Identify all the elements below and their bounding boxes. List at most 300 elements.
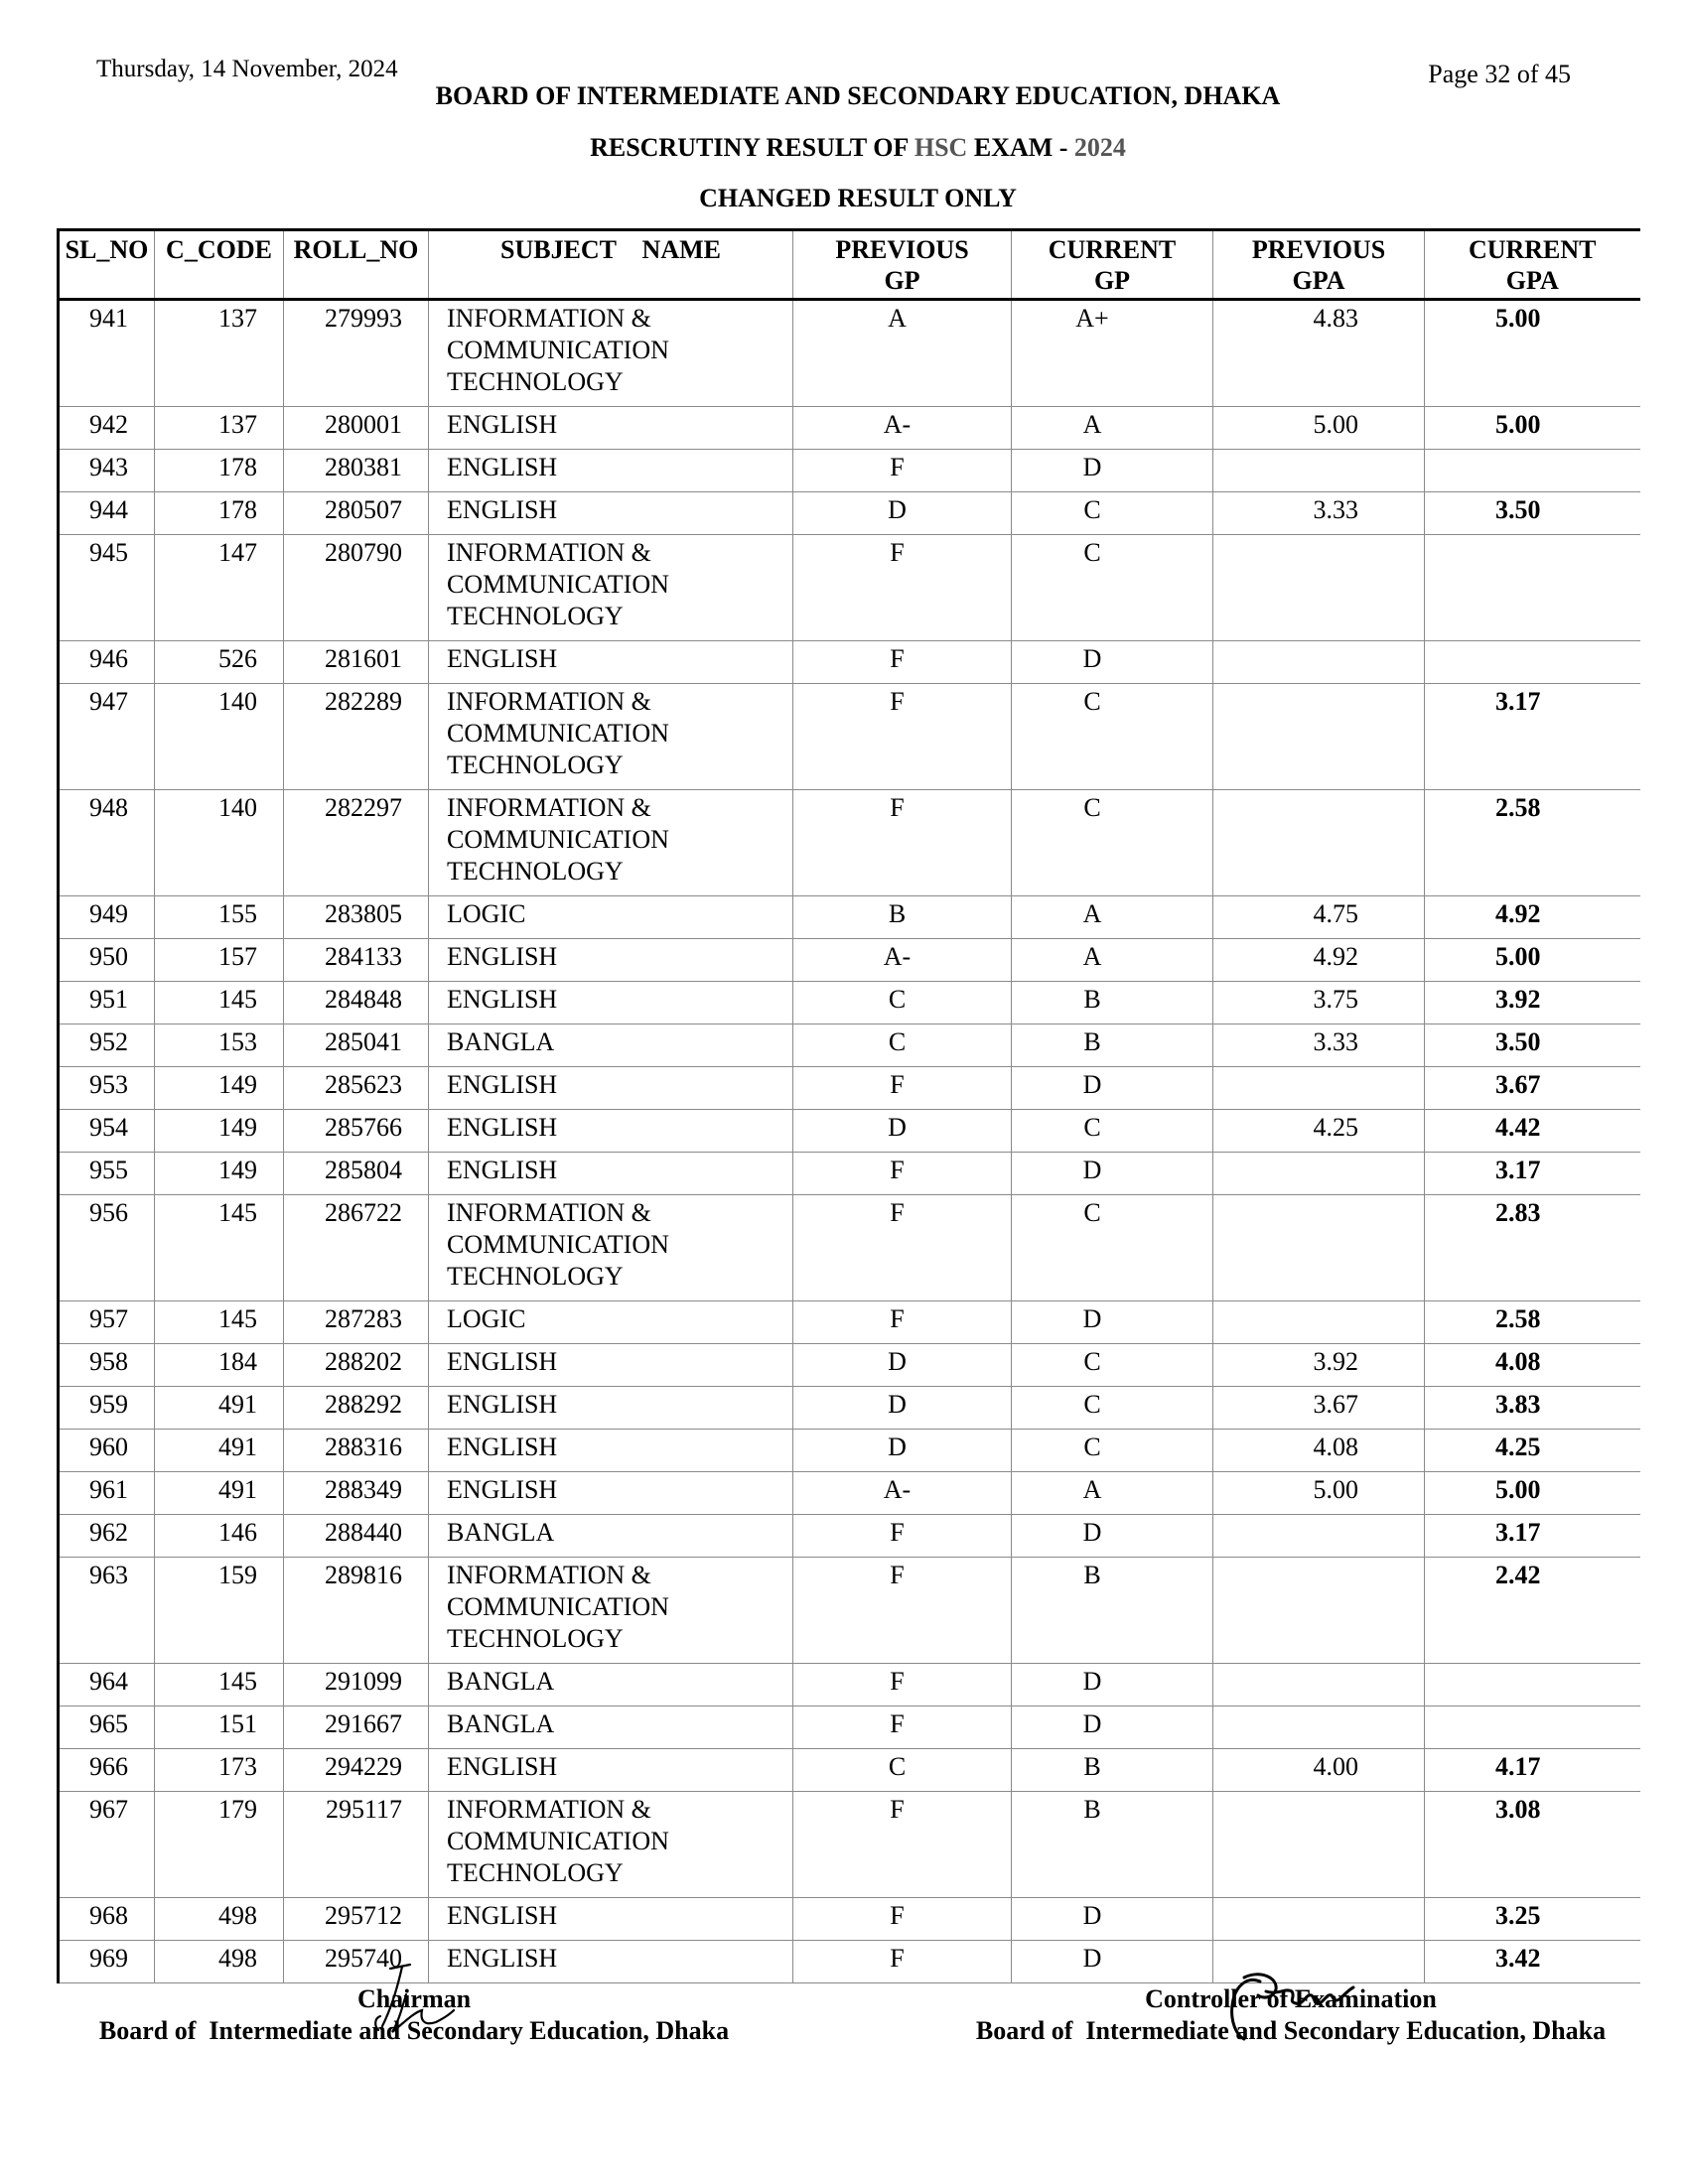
- table-row: [59, 1792, 1640, 1898]
- col-current-gp-line2: GP: [1093, 266, 1131, 295]
- table-row: [59, 1558, 1640, 1664]
- subject-cell: [429, 1558, 793, 1664]
- subject-line: ENGLISH: [447, 1475, 558, 1504]
- col-previous-gpa-line2: GPA: [1292, 266, 1345, 295]
- current-gp-cell: B: [1012, 1024, 1213, 1067]
- previous-gp-cell: F: [793, 790, 1012, 896]
- previous-gp-cell: F: [793, 684, 1012, 790]
- sl-no-cell: 953: [59, 1067, 155, 1110]
- sl-no-cell: 967: [59, 1792, 155, 1898]
- current-gp-cell: C: [1012, 1430, 1213, 1472]
- subject-line: TECHNOLOGY: [447, 602, 624, 630]
- previous-gp-cell: A: [793, 300, 1012, 407]
- c-code-cell: 137: [155, 300, 284, 407]
- subject-cell: [429, 641, 793, 684]
- subject-line: COMMUNICATION: [447, 719, 669, 748]
- previous-gpa-cell: [1213, 535, 1425, 641]
- roll-no-cell: 291667: [284, 1706, 429, 1749]
- subject-line: LOGIC: [447, 1304, 526, 1333]
- previous-gpa-cell: [1213, 684, 1425, 790]
- current-gpa-cell: 3.17: [1425, 1515, 1640, 1558]
- subject-cell: [429, 1749, 793, 1792]
- subject-line: BANGLA: [447, 1027, 555, 1056]
- subject-line: COMMUNICATION: [447, 1230, 669, 1259]
- col-current-gp-line1: CURRENT: [1048, 235, 1177, 264]
- subject-cell: [429, 492, 793, 535]
- previous-gpa-cell: 5.00: [1213, 407, 1425, 450]
- current-gpa-cell: 3.25: [1425, 1898, 1640, 1941]
- previous-gpa-cell: [1213, 1195, 1425, 1301]
- roll-no-cell: 284848: [284, 982, 429, 1024]
- c-code-cell: 491: [155, 1472, 284, 1515]
- col-roll-no: ROLL_NO: [284, 230, 429, 300]
- chairman-org: Board of Intermediate and Secondary Education, Dhaka: [98, 2016, 730, 2045]
- c-code-cell: 140: [155, 790, 284, 896]
- current-gp-cell: C: [1012, 1344, 1213, 1387]
- col-sl-no: SL_NO: [59, 230, 155, 300]
- sl-no-cell: 943: [59, 450, 155, 492]
- c-code-cell: 145: [155, 982, 284, 1024]
- sl-no-cell: 954: [59, 1110, 155, 1153]
- sl-no-cell: 968: [59, 1898, 155, 1941]
- table-row: [59, 1941, 1640, 1983]
- previous-gp-cell: D: [793, 1344, 1012, 1387]
- sl-no-cell: 949: [59, 896, 155, 939]
- previous-gpa-cell: [1213, 1792, 1425, 1898]
- previous-gpa-cell: 4.75: [1213, 896, 1425, 939]
- subject-cell: [429, 1472, 793, 1515]
- current-gpa-cell: 4.25: [1425, 1430, 1640, 1472]
- table-row: [59, 407, 1640, 450]
- previous-gpa-cell: 4.00: [1213, 1749, 1425, 1792]
- previous-gpa-cell: 4.08: [1213, 1430, 1425, 1472]
- current-gp-cell: D: [1012, 1941, 1213, 1983]
- table-row: [59, 1749, 1640, 1792]
- subtitle-year: 2024: [1073, 133, 1126, 162]
- report-subtitle: [0, 133, 1688, 163]
- table-row: [59, 1664, 1640, 1706]
- subject-cell: [429, 1195, 793, 1301]
- roll-no-cell: 280790: [284, 535, 429, 641]
- subtitle-prefix: RESCRUTINY RESULT OF: [590, 133, 909, 162]
- table-row: [59, 684, 1640, 790]
- c-code-cell: 151: [155, 1706, 284, 1749]
- subject-cell: [429, 1664, 793, 1706]
- current-gpa-cell: 5.00: [1425, 407, 1640, 450]
- roll-no-cell: 287283: [284, 1301, 429, 1344]
- sl-no-cell: 959: [59, 1387, 155, 1430]
- previous-gp-cell: F: [793, 1067, 1012, 1110]
- c-code-cell: 145: [155, 1195, 284, 1301]
- current-gpa-cell: 2.58: [1425, 790, 1640, 896]
- previous-gp-cell: F: [793, 1195, 1012, 1301]
- c-code-cell: 155: [155, 896, 284, 939]
- current-gpa-cell: 4.92: [1425, 896, 1640, 939]
- current-gp-cell: C: [1012, 492, 1213, 535]
- c-code-cell: 179: [155, 1792, 284, 1898]
- previous-gp-cell: D: [793, 1110, 1012, 1153]
- current-gp-cell: D: [1012, 1067, 1213, 1110]
- subtitle-middle: EXAM -: [973, 133, 1068, 162]
- current-gp-cell: C: [1012, 684, 1213, 790]
- subject-cell: [429, 300, 793, 407]
- subject-cell: [429, 1110, 793, 1153]
- current-gpa-cell: [1425, 535, 1640, 641]
- table-row: [59, 939, 1640, 982]
- sl-no-cell: 947: [59, 684, 155, 790]
- current-gpa-cell: 3.42: [1425, 1941, 1640, 1983]
- sl-no-cell: 948: [59, 790, 155, 896]
- subject-cell: [429, 1941, 793, 1983]
- c-code-cell: 159: [155, 1558, 284, 1664]
- subject-cell: [429, 535, 793, 641]
- roll-no-cell: 280507: [284, 492, 429, 535]
- current-gpa-cell: 3.17: [1425, 684, 1640, 790]
- table-row: [59, 1195, 1640, 1301]
- previous-gpa-cell: 3.92: [1213, 1344, 1425, 1387]
- table-row: [59, 1024, 1640, 1067]
- roll-no-cell: 288349: [284, 1472, 429, 1515]
- previous-gpa-cell: 3.33: [1213, 1024, 1425, 1067]
- c-code-cell: 157: [155, 939, 284, 982]
- subject-cell: [429, 1430, 793, 1472]
- sl-no-cell: 961: [59, 1472, 155, 1515]
- c-code-cell: 498: [155, 1941, 284, 1983]
- previous-gp-cell: F: [793, 1792, 1012, 1898]
- current-gp-cell: A: [1012, 1472, 1213, 1515]
- current-gp-cell: D: [1012, 1515, 1213, 1558]
- sl-no-cell: 966: [59, 1749, 155, 1792]
- roll-no-cell: 283805: [284, 896, 429, 939]
- previous-gpa-cell: 5.00: [1213, 1472, 1425, 1515]
- roll-no-cell: 288292: [284, 1387, 429, 1430]
- previous-gp-cell: A-: [793, 1472, 1012, 1515]
- c-code-cell: 145: [155, 1301, 284, 1344]
- sl-no-cell: 941: [59, 300, 155, 407]
- sl-no-cell: 951: [59, 982, 155, 1024]
- previous-gpa-cell: [1213, 641, 1425, 684]
- c-code-cell: 137: [155, 407, 284, 450]
- sl-no-cell: 950: [59, 939, 155, 982]
- c-code-cell: 491: [155, 1387, 284, 1430]
- current-gp-cell: D: [1012, 641, 1213, 684]
- previous-gpa-cell: [1213, 1153, 1425, 1195]
- previous-gp-cell: A-: [793, 939, 1012, 982]
- previous-gpa-cell: 3.75: [1213, 982, 1425, 1024]
- c-code-cell: 173: [155, 1749, 284, 1792]
- current-gpa-cell: 2.58: [1425, 1301, 1640, 1344]
- current-gp-cell: B: [1012, 982, 1213, 1024]
- roll-no-cell: 289816: [284, 1558, 429, 1664]
- previous-gp-cell: B: [793, 896, 1012, 939]
- c-code-cell: 149: [155, 1153, 284, 1195]
- subject-line: COMMUNICATION: [447, 336, 669, 364]
- subject-line: INFORMATION &: [447, 793, 651, 822]
- subject-cell: [429, 896, 793, 939]
- previous-gp-cell: F: [793, 1515, 1012, 1558]
- current-gp-cell: D: [1012, 1153, 1213, 1195]
- previous-gp-cell: D: [793, 1430, 1012, 1472]
- table-row: [59, 535, 1640, 641]
- col-previous-gp-line1: PREVIOUS: [835, 235, 969, 264]
- c-code-cell: 149: [155, 1110, 284, 1153]
- previous-gp-cell: C: [793, 1024, 1012, 1067]
- roll-no-cell: 285766: [284, 1110, 429, 1153]
- subject-line: ENGLISH: [447, 644, 558, 673]
- previous-gpa-cell: [1213, 1558, 1425, 1664]
- previous-gpa-cell: [1213, 1706, 1425, 1749]
- col-current-gpa-line2: GPA: [1505, 266, 1559, 295]
- sl-no-cell: 969: [59, 1941, 155, 1983]
- results-table-body: [59, 300, 1640, 1983]
- roll-no-cell: 288202: [284, 1344, 429, 1387]
- previous-gpa-cell: [1213, 1515, 1425, 1558]
- subject-line: INFORMATION &: [447, 304, 651, 333]
- c-code-cell: 140: [155, 684, 284, 790]
- chairman-signature-block: [57, 1983, 772, 2047]
- chairman-title: Chairman: [356, 1984, 472, 2013]
- subject-line: TECHNOLOGY: [447, 1262, 624, 1291]
- roll-no-cell: 286722: [284, 1195, 429, 1301]
- table-row: [59, 1898, 1640, 1941]
- c-code-cell: 491: [155, 1430, 284, 1472]
- sl-no-cell: 956: [59, 1195, 155, 1301]
- previous-gpa-cell: [1213, 1898, 1425, 1941]
- previous-gp-cell: F: [793, 1898, 1012, 1941]
- roll-no-cell: 295117: [284, 1792, 429, 1898]
- changed-result-heading: CHANGED RESULT ONLY: [699, 184, 1017, 212]
- current-gpa-cell: 4.08: [1425, 1344, 1640, 1387]
- board-title: BOARD OF INTERMEDIATE AND SECONDARY EDUCATION, DHAKA: [435, 81, 1281, 110]
- c-code-cell: 146: [155, 1515, 284, 1558]
- current-gp-cell: A: [1012, 896, 1213, 939]
- table-row: [59, 300, 1640, 407]
- subject-line: COMMUNICATION: [447, 1592, 669, 1621]
- col-current-gpa: [1425, 230, 1640, 300]
- subject-line: ENGLISH: [447, 985, 558, 1014]
- roll-no-cell: 280001: [284, 407, 429, 450]
- subject-cell: [429, 450, 793, 492]
- previous-gpa-cell: [1213, 1664, 1425, 1706]
- subject-line: ENGLISH: [447, 453, 558, 481]
- roll-no-cell: 285623: [284, 1067, 429, 1110]
- roll-no-cell: 285804: [284, 1153, 429, 1195]
- subject-line: ENGLISH: [447, 495, 558, 524]
- sl-no-cell: 946: [59, 641, 155, 684]
- subject-cell: [429, 1344, 793, 1387]
- sl-no-cell: 965: [59, 1706, 155, 1749]
- c-code-cell: 184: [155, 1344, 284, 1387]
- subject-line: ENGLISH: [447, 942, 558, 971]
- col-current-gp: [1012, 230, 1213, 300]
- sl-no-cell: 957: [59, 1301, 155, 1344]
- previous-gpa-cell: [1213, 790, 1425, 896]
- c-code-cell: 153: [155, 1024, 284, 1067]
- current-gpa-cell: 2.83: [1425, 1195, 1640, 1301]
- subject-line: COMMUNICATION: [447, 1827, 669, 1855]
- subject-line: ENGLISH: [447, 1070, 558, 1099]
- subject-line: TECHNOLOGY: [447, 1858, 624, 1887]
- sl-no-cell: 964: [59, 1664, 155, 1706]
- sl-no-cell: 960: [59, 1430, 155, 1472]
- subject-line: ENGLISH: [447, 1752, 558, 1781]
- roll-no-cell: 282289: [284, 684, 429, 790]
- table-row: [59, 1344, 1640, 1387]
- current-gpa-cell: 3.17: [1425, 1153, 1640, 1195]
- current-gp-cell: C: [1012, 1387, 1213, 1430]
- table-row: [59, 1515, 1640, 1558]
- subject-line: TECHNOLOGY: [447, 367, 624, 396]
- previous-gp-cell: F: [793, 1706, 1012, 1749]
- subject-line: ENGLISH: [447, 1944, 558, 1973]
- previous-gp-cell: F: [793, 1664, 1012, 1706]
- subject-line: INFORMATION &: [447, 1561, 651, 1589]
- subject-cell: [429, 1301, 793, 1344]
- subject-cell: [429, 939, 793, 982]
- current-gp-cell: B: [1012, 1749, 1213, 1792]
- subject-line: COMMUNICATION: [447, 570, 669, 599]
- subject-line: ENGLISH: [447, 1347, 558, 1376]
- roll-no-cell: 288440: [284, 1515, 429, 1558]
- previous-gp-cell: C: [793, 1749, 1012, 1792]
- previous-gp-cell: F: [793, 1558, 1012, 1664]
- col-previous-gp-line2: GP: [884, 266, 920, 295]
- current-gpa-cell: 5.00: [1425, 300, 1640, 407]
- previous-gpa-cell: 3.33: [1213, 492, 1425, 535]
- current-gp-cell: A: [1012, 939, 1213, 982]
- subject-cell: [429, 1024, 793, 1067]
- table-row: [59, 1301, 1640, 1344]
- current-gpa-cell: [1425, 641, 1640, 684]
- subject-line: INFORMATION &: [447, 1795, 651, 1824]
- subject-cell: [429, 1067, 793, 1110]
- subject-cell: [429, 790, 793, 896]
- roll-no-cell: 281601: [284, 641, 429, 684]
- sl-no-cell: 942: [59, 407, 155, 450]
- roll-no-cell: 280381: [284, 450, 429, 492]
- subject-line: LOGIC: [447, 899, 526, 928]
- current-gp-cell: D: [1012, 450, 1213, 492]
- table-row: [59, 1706, 1640, 1749]
- subject-line: TECHNOLOGY: [447, 1624, 624, 1653]
- sl-no-cell: 944: [59, 492, 155, 535]
- current-gpa-cell: [1425, 450, 1640, 492]
- previous-gp-cell: F: [793, 535, 1012, 641]
- subject-line: BANGLA: [447, 1709, 555, 1738]
- current-gp-cell: D: [1012, 1301, 1213, 1344]
- previous-gpa-cell: 3.67: [1213, 1387, 1425, 1430]
- current-gp-cell: C: [1012, 790, 1213, 896]
- sl-no-cell: 963: [59, 1558, 155, 1664]
- current-gp-cell: C: [1012, 535, 1213, 641]
- subject-line: INFORMATION &: [447, 538, 651, 567]
- table-header-row: [59, 230, 1640, 300]
- c-code-cell: 149: [155, 1067, 284, 1110]
- current-gp-cell: C: [1012, 1195, 1213, 1301]
- col-previous-gp: [793, 230, 1012, 300]
- c-code-cell: 526: [155, 641, 284, 684]
- current-gp-cell: C: [1012, 1110, 1213, 1153]
- current-gpa-cell: 5.00: [1425, 939, 1640, 982]
- roll-no-cell: 282297: [284, 790, 429, 896]
- previous-gpa-cell: [1213, 1301, 1425, 1344]
- col-current-gpa-line1: CURRENT: [1468, 235, 1597, 264]
- roll-no-cell: 291099: [284, 1664, 429, 1706]
- current-gpa-cell: 3.92: [1425, 982, 1640, 1024]
- roll-no-cell: 285041: [284, 1024, 429, 1067]
- table-row: [59, 1110, 1640, 1153]
- table-row: [59, 1430, 1640, 1472]
- controller-signature-block: [933, 1983, 1648, 2047]
- table-row: [59, 450, 1640, 492]
- results-table: [57, 228, 1640, 1983]
- subject-cell: [429, 1387, 793, 1430]
- table-row: [59, 1387, 1640, 1430]
- col-c-code: C_CODE: [155, 230, 284, 300]
- roll-no-cell: 295740: [284, 1941, 429, 1983]
- current-gpa-cell: 2.42: [1425, 1558, 1640, 1664]
- table-row: [59, 1472, 1640, 1515]
- col-previous-gpa-line1: PREVIOUS: [1251, 235, 1386, 264]
- roll-no-cell: 294229: [284, 1749, 429, 1792]
- subject-line: TECHNOLOGY: [447, 751, 624, 779]
- previous-gp-cell: A-: [793, 407, 1012, 450]
- subject-line: ENGLISH: [447, 1901, 558, 1930]
- subject-cell: [429, 684, 793, 790]
- current-gpa-cell: 5.00: [1425, 1472, 1640, 1515]
- roll-no-cell: 295712: [284, 1898, 429, 1941]
- controller-org: Board of Intermediate and Secondary Education, Dhaka: [975, 2016, 1607, 2045]
- current-gp-cell: B: [1012, 1558, 1213, 1664]
- sl-no-cell: 952: [59, 1024, 155, 1067]
- previous-gpa-cell: [1213, 1067, 1425, 1110]
- roll-no-cell: 284133: [284, 939, 429, 982]
- subject-cell: [429, 407, 793, 450]
- subject-line: ENGLISH: [447, 1156, 558, 1184]
- current-gpa-cell: 3.50: [1425, 492, 1640, 535]
- sl-no-cell: 958: [59, 1344, 155, 1387]
- subject-line: TECHNOLOGY: [447, 857, 624, 886]
- current-gpa-cell: [1425, 1664, 1640, 1706]
- subject-line: COMMUNICATION: [447, 825, 669, 854]
- c-code-cell: 498: [155, 1898, 284, 1941]
- previous-gp-cell: F: [793, 641, 1012, 684]
- current-gpa-cell: 3.08: [1425, 1792, 1640, 1898]
- subject-cell: [429, 982, 793, 1024]
- col-previous-gpa: [1213, 230, 1425, 300]
- current-gpa-cell: 3.67: [1425, 1067, 1640, 1110]
- subject-line: ENGLISH: [447, 1113, 558, 1142]
- table-row: [59, 982, 1640, 1024]
- subject-line: BANGLA: [447, 1518, 555, 1547]
- previous-gp-cell: F: [793, 1301, 1012, 1344]
- col-subject-name: SUBJECT NAME: [429, 230, 793, 300]
- table-row: [59, 790, 1640, 896]
- previous-gp-cell: D: [793, 1387, 1012, 1430]
- roll-no-cell: 279993: [284, 300, 429, 407]
- subject-cell: [429, 1898, 793, 1941]
- subject-cell: [429, 1153, 793, 1195]
- c-code-cell: 178: [155, 492, 284, 535]
- table-row: [59, 1067, 1640, 1110]
- date-label: Thursday, 14 November, 2024: [96, 56, 398, 82]
- table-row: [59, 492, 1640, 535]
- current-gp-cell: D: [1012, 1706, 1213, 1749]
- subject-line: ENGLISH: [447, 410, 558, 439]
- current-gpa-cell: [1425, 1706, 1640, 1749]
- sl-no-cell: 945: [59, 535, 155, 641]
- subject-line: BANGLA: [447, 1667, 555, 1696]
